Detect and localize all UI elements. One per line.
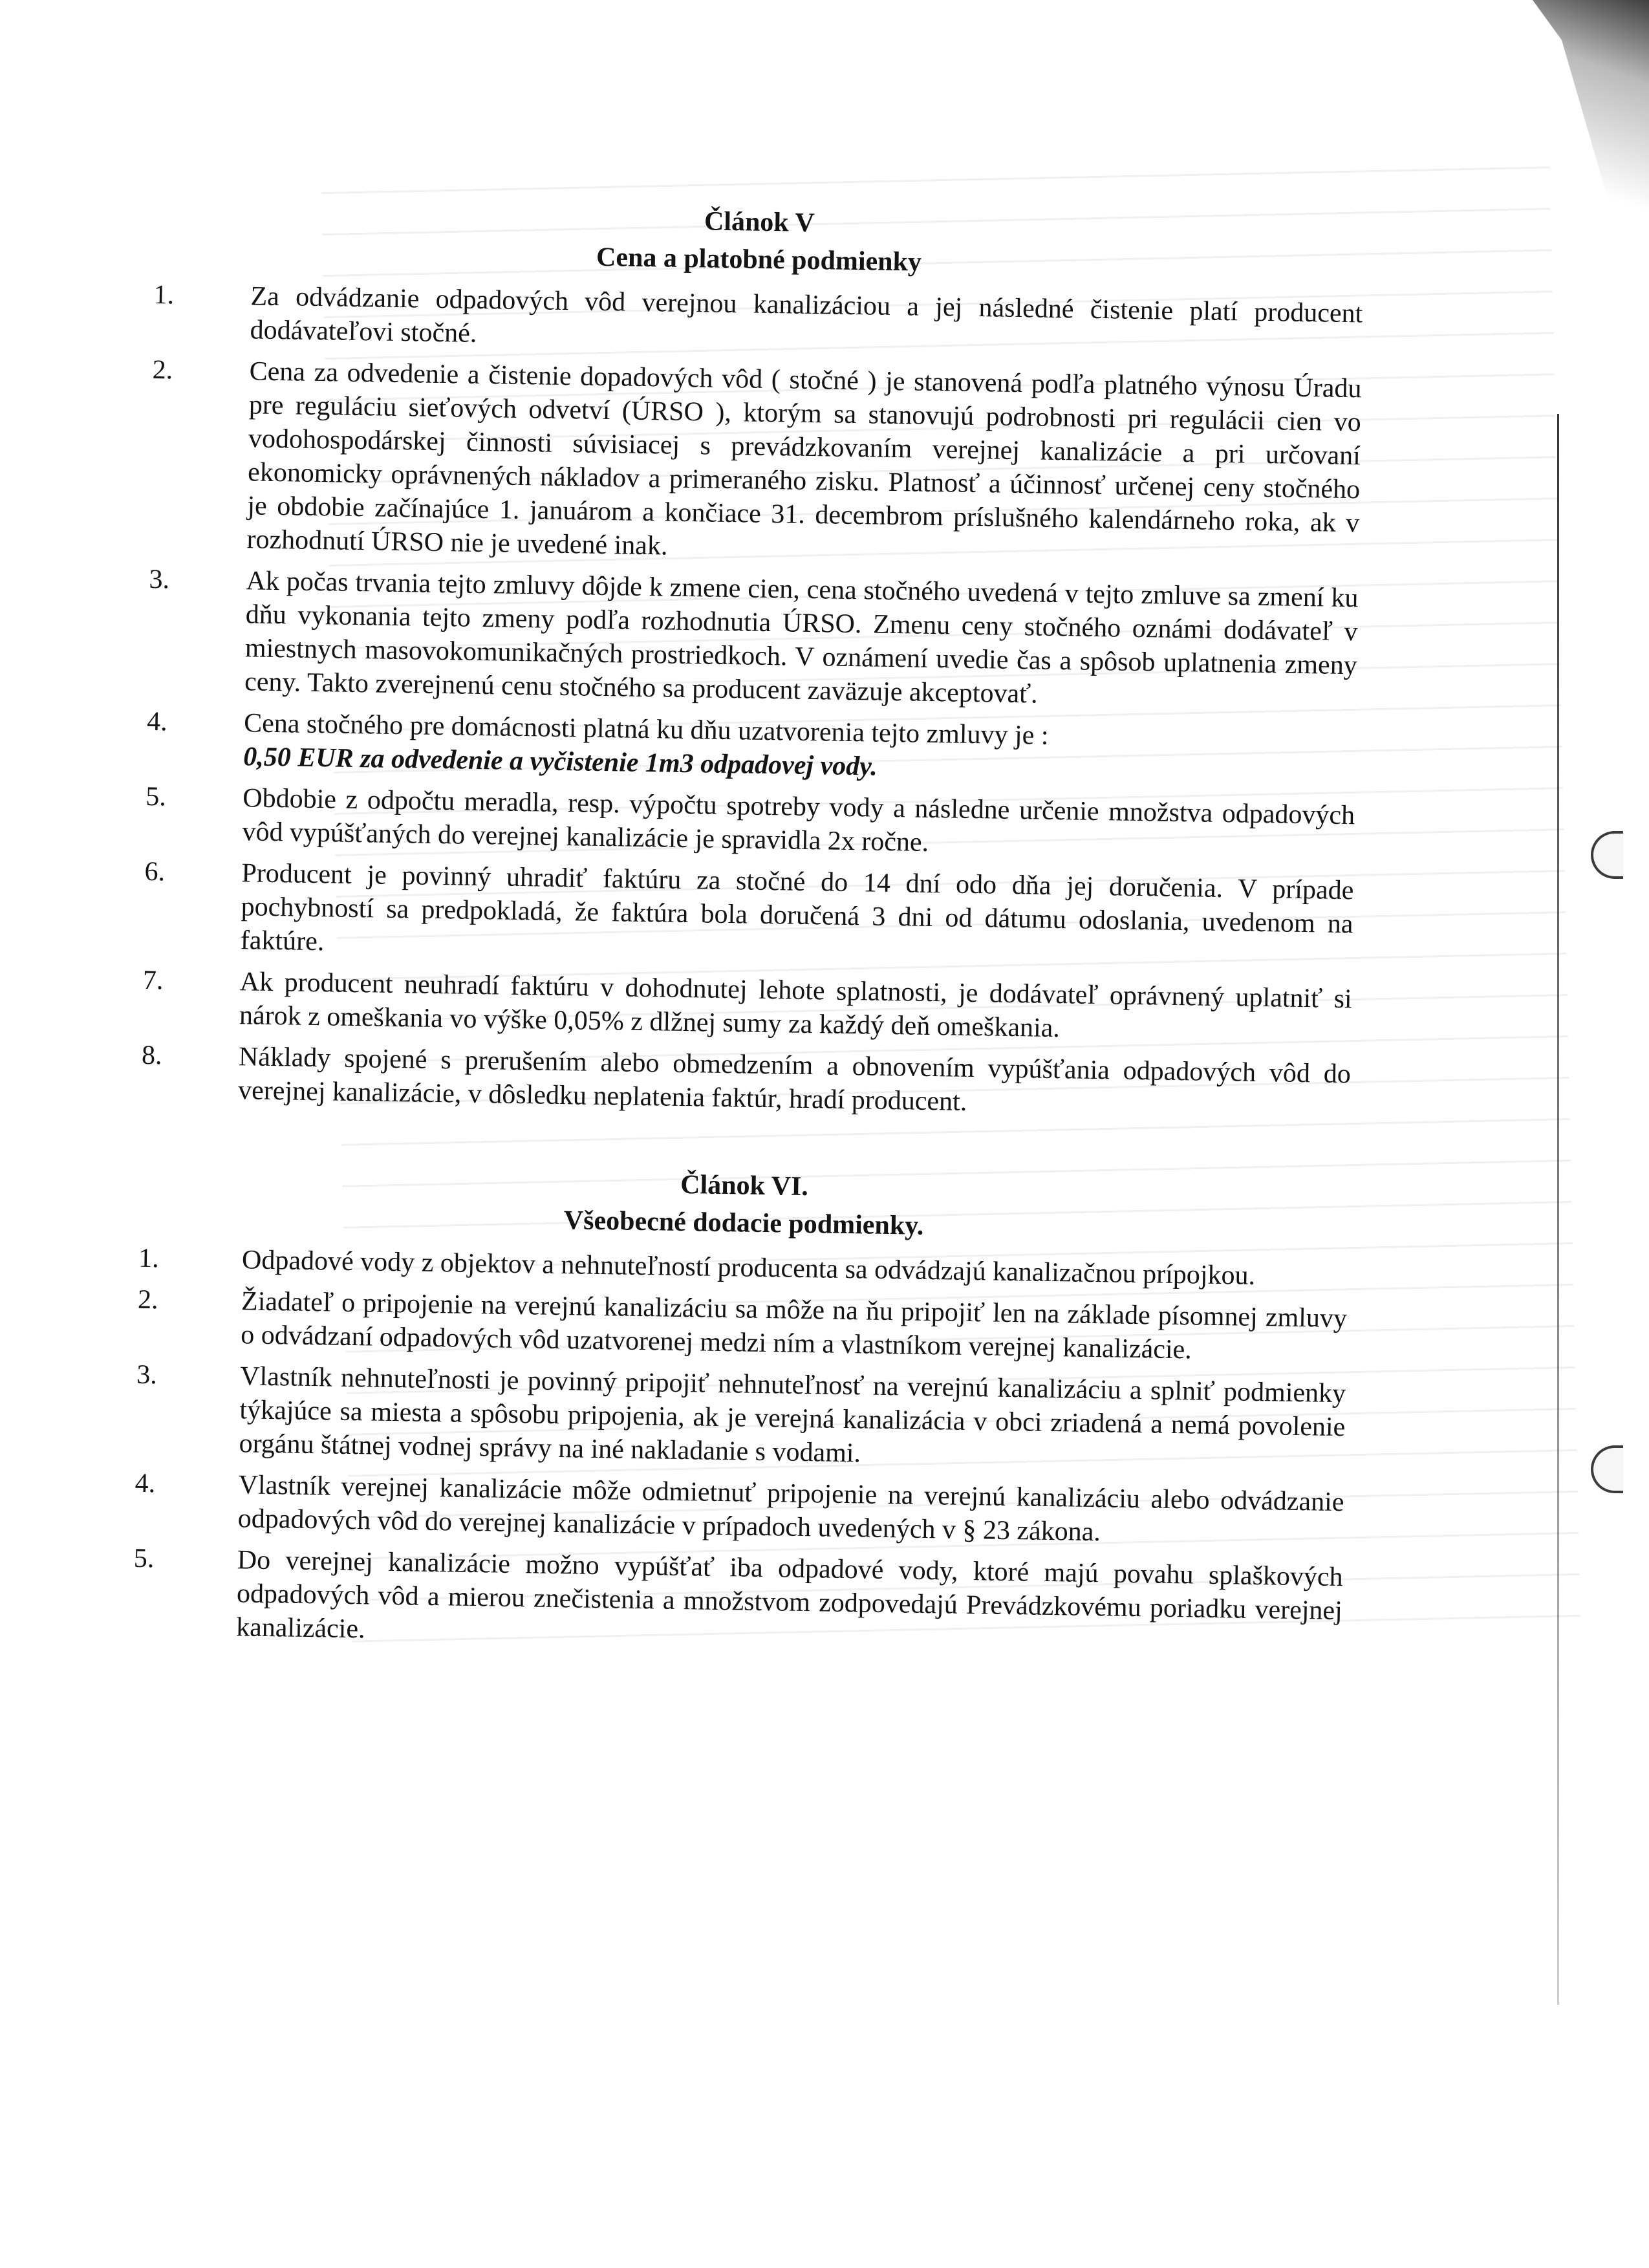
item-text: Žiadateľ o pripojenie na verejnú kanalizáciu sa môže na ňu pripojiť len na základe písomnej zmluvy o odvádzaní odpadových vôd uzatvorenej medzi ním a vlastníkom verejnej kanalizácie. (240, 1286, 1348, 1365)
article-v-list (141, 278, 1363, 1125)
article-v (141, 194, 1364, 1125)
list-item (145, 780, 1355, 866)
item-number: 3. (136, 1359, 158, 1390)
punch-hole-upper (1591, 831, 1623, 879)
item-text: Producent je povinný uhradiť faktúru za stočné do 14 dní odo dňa jej doručenia. V prípade pochybností sa predpokladá, že faktúra bola doručená 3 dni od dátumu odoslania, uvedenom na faktúre. (240, 858, 1354, 957)
list-item (149, 353, 1362, 574)
item-number: 2. (137, 1284, 158, 1315)
item-text: Cena stočného pre domácnosti platná ku dňu uzatvorenia tejto zmluvy je : (243, 708, 1049, 751)
list-item (141, 1039, 1351, 1125)
item-text: Ak počas trvania tejto zmluvy dôjde k zmene cien, cena stočného uvedená v tejto zmluve sa zmení ku dňu vykonania tejto zmeny podľa rozhodnutia ÚRSO. Zmenu ceny stočného oznámi dodávateľ v miestnych masovokomunikačných prostriedkoch. V oznámení uvedie čas a spôsob uplatnenia zmeny ceny. Takto zverejnenú cenu stočného sa producent zaväzuje akceptovať. (244, 566, 1359, 709)
item-text: Náklady spojené s prerušením alebo obmedzením a obnovením vypúšťania odpadových vôd do verejnej kanalizácie, v dôsledku neplatenia faktúr, hradí producent. (237, 1042, 1352, 1117)
item-text: Ak producent neuhradí faktúru v dohodnutej lehote splatnosti, je dodávateľ oprávnený uplatniť si nárok z omeškania vo výške 0,05% z dlžnej sumy za každý deň omeškania. (239, 967, 1353, 1044)
article-vi-title: Všeobecné dodacie podmienky. (563, 1205, 924, 1241)
list-item (135, 1358, 1346, 1478)
item-text: Vlastník nehnuteľnosti je povinný pripojiť nehnuteľnosť na verejnú kanalizáciu a splniť podmienky týkajúce sa miesta a spôsobu pripojenia, ak je verejná kanalizácia v obci zriadená a nemá povolenie orgánu štátnej vodnej správy na iné nakladanie s vodami. (239, 1361, 1346, 1469)
item-text: Odpadové vody z objektov a nehnuteľností producenta sa odvádzajú kanalizačnou prípojkou. (241, 1245, 1256, 1291)
item-number: 8. (141, 1040, 162, 1071)
item-text: Vlastník verejnej kanalizácie môže odmietnuť pripojenie na verejnú kanalizáciu alebo odvádzanie odpadových vôd do verejnej kanalizácie v prípadoch uvedených v § 23 zákona. (237, 1470, 1344, 1548)
item-text: Cena za odvedenie a čistenie dopadových vôd ( stočné ) je stanovená podľa platného výnosu Úradu pre reguláciu sieťových odvetví (ÚRSO ), ktorým sa stanovujú podrobnosti pri regulácii cien vo vodohospodárskej činnosti súvisiacej s prevádzkovaním verejnej kanalizácie a pri určovaní ekonomicky oprávnených nákladov a primeraného zisku. Platnosť a účinnosť určenej ceny stočného je obdobie začínajúce 1. januárom a končiace 31. decembrom príslušného kalendárneho roka, ak v rozhodnutí ÚRSO nie je uvedené inak. (246, 356, 1362, 561)
margin-line (1557, 414, 1559, 2005)
list-item (137, 1283, 1347, 1369)
item-number: 7. (142, 965, 164, 996)
list-item (146, 705, 1356, 791)
item-number: 2. (152, 354, 173, 385)
price-statement: 0,50 EUR za odvedenie a vyčistenie 1m3 odpadovej vody. (242, 742, 878, 782)
item-number: 4. (135, 1468, 156, 1499)
item-number: 4. (146, 706, 168, 737)
article-vi-list (133, 1242, 1348, 1661)
item-number: 6. (144, 856, 166, 887)
item-text: Do verejnej kanalizácie možno vypúšťať iba odpadové vody, ktoré majú povahu splaškových odpadových vôd a mierou znečistenia a množstvom zodpovedajú Prevádzkovému poriadku verejnej kanalizácie. (235, 1545, 1343, 1645)
item-text: Obdobie z odpočtu meradla, resp. výpočtu spotreby vody a následne určenie množstva odpadových vôd vypúšťaných do verejnej kanalizácie je spravidla 2x ročne. (242, 783, 1355, 858)
item-text: Za odvádzanie odpadových vôd verejnou kanalizáciou a jej následné čistenie platí producent dodávateľovi stočné. (250, 281, 1363, 349)
article-v-number: Článok V (704, 206, 815, 239)
document-body (133, 194, 1364, 1669)
item-number: 3. (149, 564, 170, 595)
list-item (142, 964, 1352, 1050)
item-number: 1. (138, 1243, 160, 1274)
article-v-title: Cena a platobné podmienky (596, 242, 922, 277)
item-number: 5. (133, 1543, 155, 1574)
list-item (134, 1467, 1344, 1553)
article-vi (133, 1158, 1350, 1661)
punch-hole-lower (1591, 1445, 1623, 1493)
list-item (153, 278, 1363, 364)
list-item (147, 563, 1359, 716)
list-item (133, 1542, 1343, 1661)
item-number: 5. (145, 781, 167, 812)
item-number: 1. (153, 279, 175, 310)
list-item (143, 855, 1353, 975)
article-vi-number: Článok VI. (680, 1169, 809, 1202)
